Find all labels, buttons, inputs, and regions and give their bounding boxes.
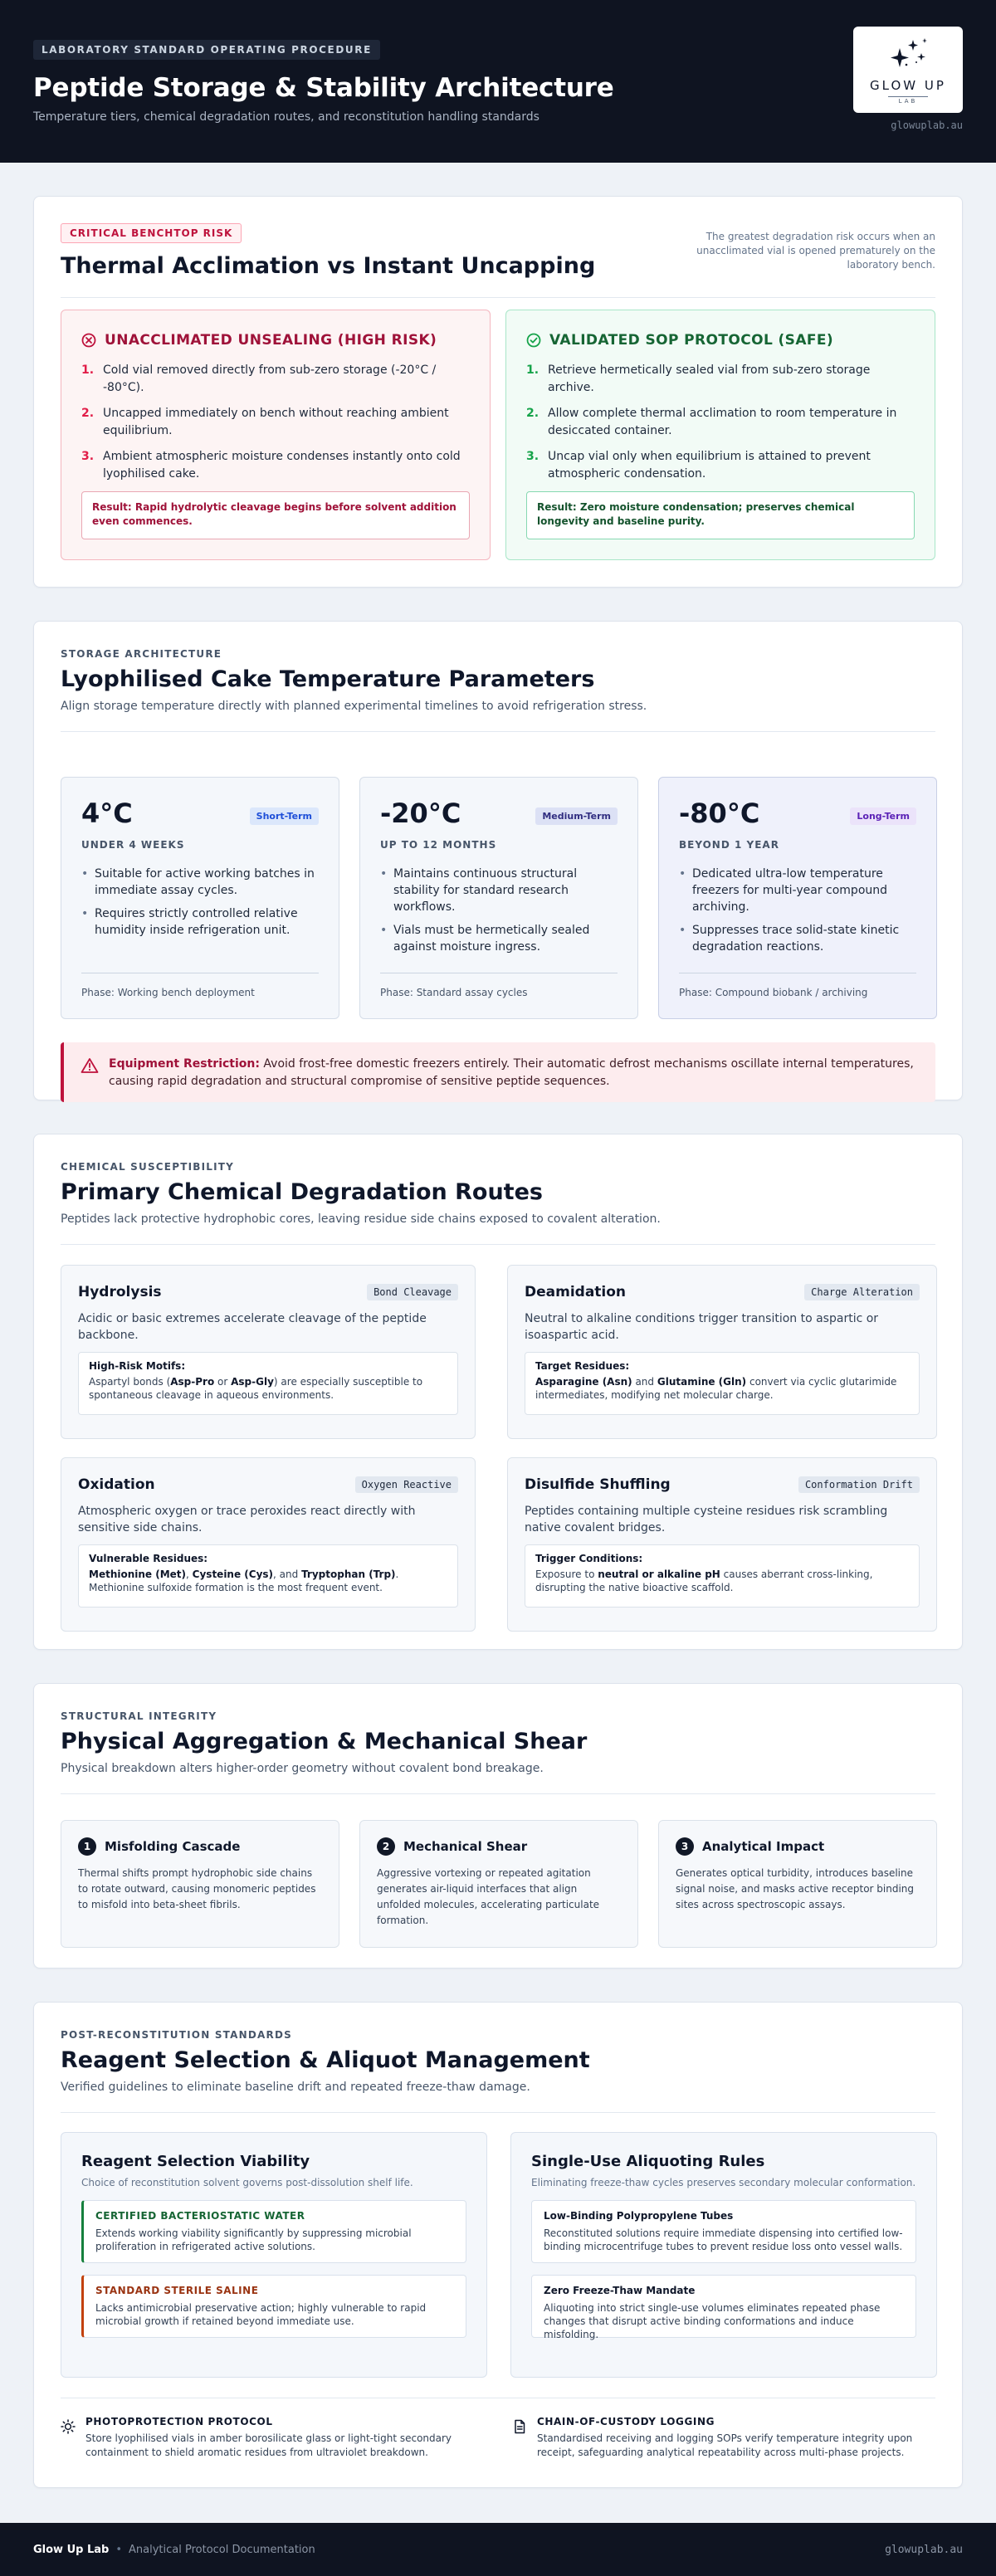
- item-title: Mechanical Shear: [403, 1839, 528, 1854]
- aliquoting-rules-card: [510, 2132, 937, 2378]
- section-description: Align storage temperature directly with planned experimental timelines to avoid refrigeration stress.: [61, 700, 647, 713]
- section-eyebrow: POST-RECONSTITUTION STANDARDS: [61, 2029, 292, 2041]
- photoprotection-note: [61, 2416, 492, 2460]
- route-title: Oxidation: [78, 1476, 155, 1493]
- logo-wordmark: GLOW UP: [870, 78, 946, 93]
- section-description: Peptides lack protective hydrophobic cores, leaving residue side chains exposed to covalent alteration.: [61, 1212, 661, 1226]
- step-number: 3.: [81, 450, 95, 463]
- reagent-selection-card: [61, 2132, 487, 2378]
- section-divider: [61, 731, 935, 732]
- item-heading: [78, 1837, 322, 1856]
- protocol-steps: [81, 362, 470, 483]
- protocol-result: Result: Rapid hydrolytic cleavage begins before solvent addition even commences.: [81, 491, 470, 539]
- duration-label: UNDER 4 WEEKS: [81, 839, 185, 851]
- degradation-route-card: [61, 1265, 476, 1439]
- aliquot-rule: [531, 2200, 916, 2263]
- section-eyebrow: CHEMICAL SUSCEPTIBILITY: [61, 1161, 235, 1173]
- protocol-step: [526, 448, 915, 483]
- page-title: Peptide Storage & Stability Architecture: [33, 73, 614, 103]
- section-eyebrow: STORAGE ARCHITECTURE: [61, 648, 222, 660]
- note-text: Standardised receiving and logging SOPs verify temperature integrity upon receipt, safeguarding analytical repeatability across multi-phase projects.: [537, 2432, 913, 2458]
- section-divider: [61, 2112, 935, 2113]
- duration-label: UP TO 12 MONTHS: [380, 839, 497, 851]
- phase-label: Phase: Compound biobank / archiving: [679, 973, 916, 998]
- route-tag: Oxygen Reactive: [355, 1476, 458, 1493]
- card-title: Reagent Selection Viability: [81, 2153, 310, 2170]
- route-description: Acidic or basic extremes accelerate cleavage of the peptide backbone.: [78, 1312, 427, 1342]
- section-title: Physical Aggregation & Mechanical Shear: [61, 1729, 588, 1754]
- detail-text: Aspartyl bonds (Asp-Pro or Asp-Gly) are especially susceptible to spontaneous cleavage in aqueous environments.: [89, 1376, 423, 1401]
- note-text: Store lyophilised vials in amber borosilicate glass or light-tight secondary containment to shield aromatic residues from ultraviolet breakdown.: [85, 2432, 452, 2458]
- protocol-step: [81, 405, 470, 440]
- section-description: Verified guidelines to eliminate baseline drift and repeated freeze-thaw damage.: [61, 2081, 530, 2094]
- reagent-option: [81, 2275, 466, 2338]
- step-number-badge: 1: [78, 1837, 96, 1856]
- document-icon: [512, 2419, 527, 2434]
- footer-document-label: Analytical Protocol Documentation: [129, 2543, 315, 2556]
- term-badge: Long-Term: [850, 807, 916, 825]
- tier-bullets: [380, 866, 618, 955]
- reagent-option: [81, 2200, 466, 2263]
- temperature-value: -80°C: [679, 798, 760, 829]
- protocol-heading: [526, 332, 915, 349]
- protocol-step: [526, 405, 915, 440]
- protocol-title: VALIDATED SOP PROTOCOL (SAFE): [549, 332, 834, 349]
- warning-label: Equipment Restriction:: [109, 1057, 260, 1071]
- route-detail-box: [525, 1352, 920, 1415]
- temperature-value: 4°C: [81, 798, 133, 829]
- section-eyebrow: STRUCTURAL INTEGRITY: [61, 1710, 217, 1722]
- item-heading: [377, 1837, 621, 1856]
- note-title: PHOTOPROTECTION PROTOCOL: [85, 2416, 273, 2427]
- item-text: Generates optical turbidity, introduces baseline signal noise, and masks active receptor binding sites across spectroscopic assays.: [676, 1867, 915, 1910]
- logo-subtext: LAB: [898, 98, 918, 105]
- structural-item-card: [658, 1820, 937, 1948]
- section-description: Physical breakdown alters higher-order geometry without covalent bond breakage.: [61, 1762, 544, 1775]
- step-text: Ambient atmospheric moisture condenses instantly onto cold lyophilised cake.: [103, 450, 461, 481]
- section-divider: [61, 1793, 935, 1794]
- footer-brand: Glow Up Lab: [33, 2543, 110, 2556]
- section-divider: [61, 1244, 935, 1245]
- route-detail-box: [78, 1544, 458, 1608]
- route-detail-box: [525, 1544, 920, 1608]
- warning-triangle-icon: [81, 1057, 99, 1074]
- detail-text: Exposure to neutral or alkaline pH causes aberrant cross-linking, disrupting the native bioactive scaffold.: [535, 1569, 873, 1593]
- tier-bullets: [81, 866, 319, 939]
- chain-of-custody-note: [512, 2416, 944, 2460]
- equipment-warning: [61, 1042, 935, 1102]
- route-description: Neutral to alkaline conditions trigger transition to aspartic or isoaspartic acid.: [525, 1312, 879, 1342]
- degradation-route-card: [507, 1457, 937, 1632]
- chemical-section: [33, 1134, 963, 1650]
- brand-logo: [853, 27, 963, 113]
- page-subtitle: Temperature tiers, chemical degradation routes, and reconstitution handling standards: [33, 110, 540, 124]
- option-text: Extends working viability significantly by suppressing microbial proliferation in refrigerated active solutions.: [95, 2227, 412, 2252]
- protocol-result: Result: Zero moisture condensation; preserves chemical longevity and baseline purity.: [526, 491, 915, 539]
- phase-label: Phase: Standard assay cycles: [380, 973, 618, 998]
- bullet-item: • Suppresses trace solid-state kinetic degradation reactions.: [679, 922, 916, 955]
- check-circle-icon: [526, 333, 541, 348]
- route-description: Peptides containing multiple cysteine residues risk scrambling native covalent bridges.: [525, 1505, 888, 1534]
- route-title: Disulfide Shuffling: [525, 1476, 671, 1493]
- page-header: [0, 0, 996, 163]
- card-title: Single-Use Aliquoting Rules: [531, 2153, 765, 2170]
- section-divider: [61, 297, 935, 298]
- storage-section: [33, 621, 963, 1100]
- route-tag: Conformation Drift: [798, 1476, 920, 1493]
- temperature-value: -20°C: [380, 798, 461, 829]
- route-detail-box: [78, 1352, 458, 1415]
- protocol-step: [526, 362, 915, 397]
- aliquot-rule: [531, 2275, 916, 2338]
- step-number-badge: 2: [377, 1837, 395, 1856]
- step-number: 1.: [81, 363, 95, 377]
- duration-label: BEYOND 1 YEAR: [679, 839, 779, 851]
- phase-label: Phase: Working bench deployment: [81, 973, 319, 998]
- bullet-item: • Dedicated ultra-low temperature freezers for multi-year compound archiving.: [679, 866, 916, 915]
- route-description: Atmospheric oxygen or trace peroxides react directly with sensitive side chains.: [78, 1505, 416, 1534]
- term-badge: Short-Term: [250, 807, 319, 825]
- risk-badge: CRITICAL BENCHTOP RISK: [61, 223, 242, 243]
- x-circle-icon: [81, 333, 96, 348]
- rule-text: Aliquoting into strict single-use volumes eliminates repeated phase changes that disrupt active binding conformations and induce misfolding.: [544, 2302, 881, 2340]
- note-title: CHAIN-OF-CUSTODY LOGGING: [537, 2416, 715, 2427]
- structural-item-card: [359, 1820, 638, 1948]
- structural-section: [33, 1683, 963, 1969]
- sparkles-icon: [883, 35, 933, 76]
- option-title: STANDARD STERILE SALINE: [95, 2285, 259, 2296]
- step-number-badge: 3: [676, 1837, 694, 1856]
- detail-label: Trigger Conditions:: [535, 1553, 643, 1564]
- route-title: Hydrolysis: [78, 1284, 162, 1300]
- temperature-tier-card: [359, 777, 638, 1019]
- tier-bullets: [679, 866, 916, 955]
- protocol-heading: [81, 332, 470, 349]
- item-title: Analytical Impact: [702, 1839, 825, 1854]
- detail-label: High-Risk Motifs:: [89, 1360, 186, 1372]
- step-text: Uncap vial only when equilibrium is attained to prevent atmospheric condensation.: [548, 450, 871, 481]
- logo-divider: [888, 96, 928, 97]
- footer-url[interactable]: glowuplab.au: [885, 2543, 963, 2556]
- step-text: Allow complete thermal acclimation to room temperature in desiccated container.: [548, 407, 897, 437]
- step-number: 2.: [526, 407, 540, 420]
- validated-protocol-card: [505, 310, 935, 560]
- rule-title: Low-Binding Polypropylene Tubes: [544, 2210, 734, 2222]
- section-title: Reagent Selection & Aliquot Management: [61, 2047, 590, 2073]
- section-title: Lyophilised Cake Temperature Parameters: [61, 666, 595, 692]
- step-number: 3.: [526, 450, 540, 463]
- protocol-step: [81, 362, 470, 397]
- card-subtitle: Choice of reconstitution solvent governs post-dissolution shelf life.: [81, 2177, 413, 2188]
- route-tag: Bond Cleavage: [367, 1284, 458, 1300]
- reagent-section: [33, 2002, 963, 2488]
- step-text: Uncapped immediately on bench without reaching ambient equilibrium.: [103, 407, 449, 437]
- protocol-steps: [526, 362, 915, 483]
- item-text: Thermal shifts prompt hydrophobic side chains to rotate outward, causing monomeric peptides to misfold into beta-sheet fibrils.: [78, 1867, 316, 1910]
- protocol-step: [81, 448, 470, 483]
- structural-item-card: [61, 1820, 339, 1948]
- sun-icon: [61, 2419, 76, 2434]
- route-title: Deamidation: [525, 1284, 627, 1300]
- route-tag: Charge Alteration: [804, 1284, 920, 1300]
- header-url[interactable]: glowuplab.au: [891, 120, 963, 131]
- page-footer: [0, 2523, 996, 2576]
- warning-text: Avoid frost-free domestic freezers entirely. Their automatic defrost mechanisms oscillate internal temperatures, causing rapid degradation and structural compromise of sensitive peptide sequences.: [109, 1057, 914, 1088]
- section-title: Thermal Acclimation vs Instant Uncapping: [61, 253, 596, 279]
- detail-label: Target Residues:: [535, 1360, 630, 1372]
- bullet-item: • Requires strictly controlled relative humidity inside refrigeration unit.: [81, 905, 319, 939]
- item-heading: [676, 1837, 920, 1856]
- bullet-item: • Vials must be hermetically sealed against moisture ingress.: [380, 922, 618, 955]
- card-subtitle: Eliminating freeze-thaw cycles preserves secondary molecular conformation.: [531, 2177, 916, 2188]
- acclimation-section: [33, 196, 963, 588]
- item-text: Aggressive vortexing or repeated agitation generates air-liquid interfaces that align unfolded molecules, accelerating particulate formation.: [377, 1867, 600, 1926]
- temperature-tier-card: [61, 777, 339, 1019]
- protocol-title: UNACCLIMATED UNSEALING (HIGH RISK): [105, 332, 437, 349]
- step-text: Cold vial removed directly from sub-zero storage (-20°C / -80°C).: [103, 363, 437, 394]
- rule-text: Reconstituted solutions require immediate dispensing into certified low-binding microcentrifuge tubes to prevent residue loss onto vessel walls.: [544, 2227, 903, 2252]
- step-number: 1.: [526, 363, 540, 377]
- section-title: Primary Chemical Degradation Routes: [61, 1179, 543, 1205]
- option-title: CERTIFIED BACTERIOSTATIC WATER: [95, 2210, 305, 2222]
- detail-text: Asparagine (Asn) and Glutamine (Gln) convert via cyclic glutarimide intermediates, modifying net molecular charge.: [535, 1376, 897, 1401]
- temperature-tier-card: [658, 777, 937, 1019]
- degradation-route-card: [507, 1265, 937, 1439]
- detail-text: Methionine (Met), Cysteine (Cys), and Tryptophan (Trp). Methionine sulfoxide formation is the most frequent event.: [89, 1569, 399, 1593]
- bullet-item: • Maintains continuous structural stability for standard research workflows.: [380, 866, 618, 915]
- step-text: Retrieve hermetically sealed vial from sub-zero storage archive.: [548, 363, 871, 394]
- bullet-item: • Suitable for active working batches in immediate assay cycles.: [81, 866, 319, 899]
- rule-title: Zero Freeze-Thaw Mandate: [544, 2285, 696, 2296]
- detail-label: Vulnerable Residues:: [89, 1553, 208, 1564]
- item-title: Misfolding Cascade: [105, 1839, 241, 1854]
- risk-note: The greatest degradation risk occurs when an unacclimated vial is opened prematurely on the laboratory bench.: [696, 231, 935, 271]
- term-badge: Medium-Term: [535, 807, 618, 825]
- document-type-tag: LABORATORY STANDARD OPERATING PROCEDURE: [33, 40, 380, 60]
- option-text: Lacks antimicrobial preservative action; highly vulnerable to rapid microbial growth if retained beyond immediate use.: [95, 2302, 427, 2327]
- footer-separator: •: [115, 2543, 123, 2556]
- degradation-route-card: [61, 1457, 476, 1632]
- step-number: 2.: [81, 407, 95, 420]
- unacclimated-protocol-card: [61, 310, 491, 560]
